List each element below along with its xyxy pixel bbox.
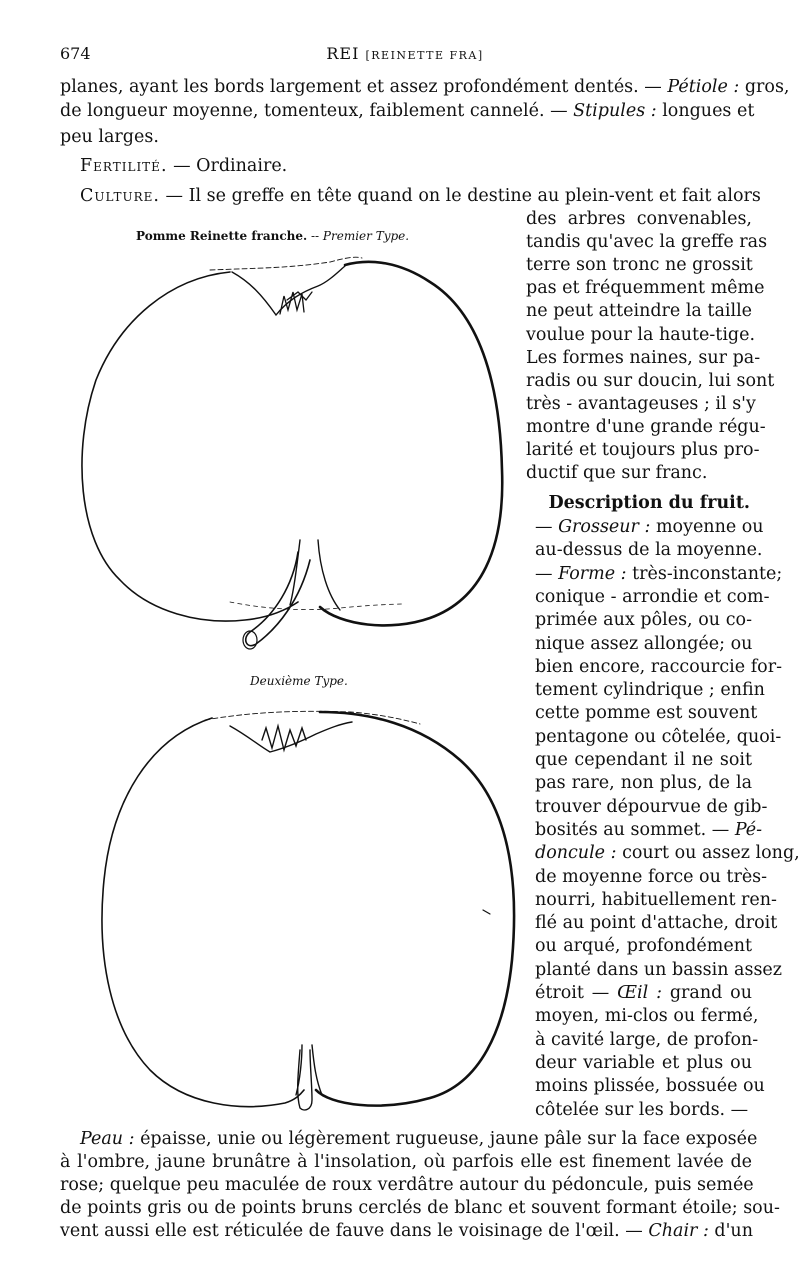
text-span: pentagone ou côtelée, quoi- [535, 726, 782, 747]
culture-line: pas et fréquemment même [526, 278, 765, 299]
culture-line: Les formes naines, sur pa- [526, 347, 761, 368]
text-span: moins plissée, bossuée ou [535, 1076, 765, 1097]
peau-line [60, 1220, 752, 1243]
apple-mark [483, 910, 490, 914]
text-span: trouver dépourvue de gib- [535, 796, 768, 817]
text-span: de longueur moyenne, tomenteux, faiblement cannelé. — [60, 101, 574, 121]
caption-separator: -- [307, 229, 323, 243]
culture-line: montre d'une grande régu- [526, 416, 766, 437]
term-stipules: Stipules : [573, 101, 657, 121]
text-span: — Il se greffe en tête quand on le destine au plein-vent et fait alors [159, 186, 761, 206]
text-span: de moyenne force ou très- [535, 866, 768, 887]
description-term: doncule : [535, 843, 617, 864]
text-span: bosités au sommet. — [535, 819, 735, 840]
text-span: conique - arrondie et com- [535, 586, 770, 607]
culture-line: radis ou sur doucin, lui sont [526, 370, 775, 391]
text-span: vent aussi elle est réticulée de fauve dans le voisinage de l'œil. — [60, 1221, 649, 1241]
text-span: flé au point d'attache, droit [535, 913, 778, 934]
peau-line: à l'ombre, jaune brunâtre à l'insolation, où parfois elle est finement lavée de [60, 1152, 752, 1172]
page-number: 674 [60, 44, 91, 63]
description-term: Œil : [617, 983, 662, 1003]
text-span: court ou assez long, [616, 843, 800, 864]
culture-line: terre son tronc ne grossit [526, 255, 753, 276]
culture-line: ductif que sur franc. [526, 463, 708, 484]
apple-sepals [262, 726, 306, 750]
fertilite-label: Fertilité. [80, 156, 168, 176]
text-span: très-inconstante; [626, 563, 783, 584]
fertilite-text: — Ordinaire. [167, 156, 288, 176]
running-title-abbrev: REI [326, 44, 360, 63]
description-term: Forme : [558, 563, 627, 584]
text-span: moyenne ou [650, 517, 764, 537]
culture-line: ne peut atteindre la taille [526, 301, 753, 322]
text-span: bien encore, raccourcie for- [535, 656, 782, 677]
text-span: tement cylindrique ; enfin [535, 680, 765, 701]
text-span: nourri, habituellement ren- [535, 889, 777, 910]
text-span: deur variable et plus ou [535, 1052, 752, 1073]
apple-outline [102, 718, 304, 1107]
text-span: gros, [739, 77, 790, 97]
text-span: à cavité large, de profon- [535, 1029, 759, 1050]
description-heading-text: Description du fruit. [548, 493, 750, 513]
culture-label: Culture. [80, 186, 160, 206]
text-span: — [535, 517, 559, 537]
text-span: cette pomme est souvent [535, 703, 758, 724]
text-line: peu larges. [60, 127, 159, 147]
text-span: pas rare, non plus, de la [535, 773, 752, 794]
text-span: que cependant il ne soit [535, 750, 752, 770]
culture-line: larité et toujours plus pro- [526, 440, 760, 460]
text-span: planes, ayant les bords largement et assez profondément dentés. — [60, 77, 668, 97]
term-chair: Chair : [648, 1221, 709, 1241]
text-span: — [535, 563, 559, 584]
text-span: grand ou [662, 983, 752, 1003]
term-peau: Peau : [80, 1129, 135, 1149]
peau-line: de points gris ou de points bruns cerclés de blanc et souvent formant étoile; sou- [60, 1198, 780, 1218]
text-span: primée aux pôles, ou co- [535, 610, 752, 631]
caption-type: Premier Type. [322, 229, 410, 243]
peau-line [80, 1128, 758, 1151]
apple-eye-cavity [230, 722, 352, 752]
term-petiole: Pétiole : [667, 77, 740, 97]
culture-line: des arbres convenables, [526, 209, 752, 229]
text-span: nique assez allongée; ou [535, 633, 753, 654]
culture-line: voulue pour la haute-tige. [526, 324, 756, 345]
peau-line: rose; quelque peu maculée de roux verdâtre autour du pédoncule, puis semée [60, 1175, 754, 1195]
text-span: longues et [656, 101, 755, 121]
running-title-bracket: [REINETTE FRA] [365, 49, 484, 62]
culture-line: très - avantageuses ; il s'y [526, 393, 756, 414]
text-span: côtelée sur les bords. — [535, 1099, 749, 1120]
caption-title: Pomme Reinette franche. [136, 229, 308, 243]
description-term: Pé- [734, 819, 763, 840]
text-span: au-dessus de la moyenne. [535, 540, 763, 561]
text-span: planté dans un bassin assez [535, 959, 783, 980]
text-span: épaisse, unie ou légèrement rugueuse, jaune pâle sur la face exposée [134, 1129, 758, 1149]
text-span: étroit — [535, 983, 618, 1003]
text-span: moyen, mi-clos ou fermé, [535, 1006, 759, 1027]
figure-caption-2: Deuxième Type. [250, 674, 348, 688]
text-span: d'un [708, 1221, 753, 1241]
apple-outline-right [316, 712, 514, 1106]
culture-line: tandis qu'avec la greffe ras [526, 232, 768, 253]
text-span: ou arqué, profondément [535, 936, 752, 957]
description-term: Grosseur : [558, 517, 651, 537]
